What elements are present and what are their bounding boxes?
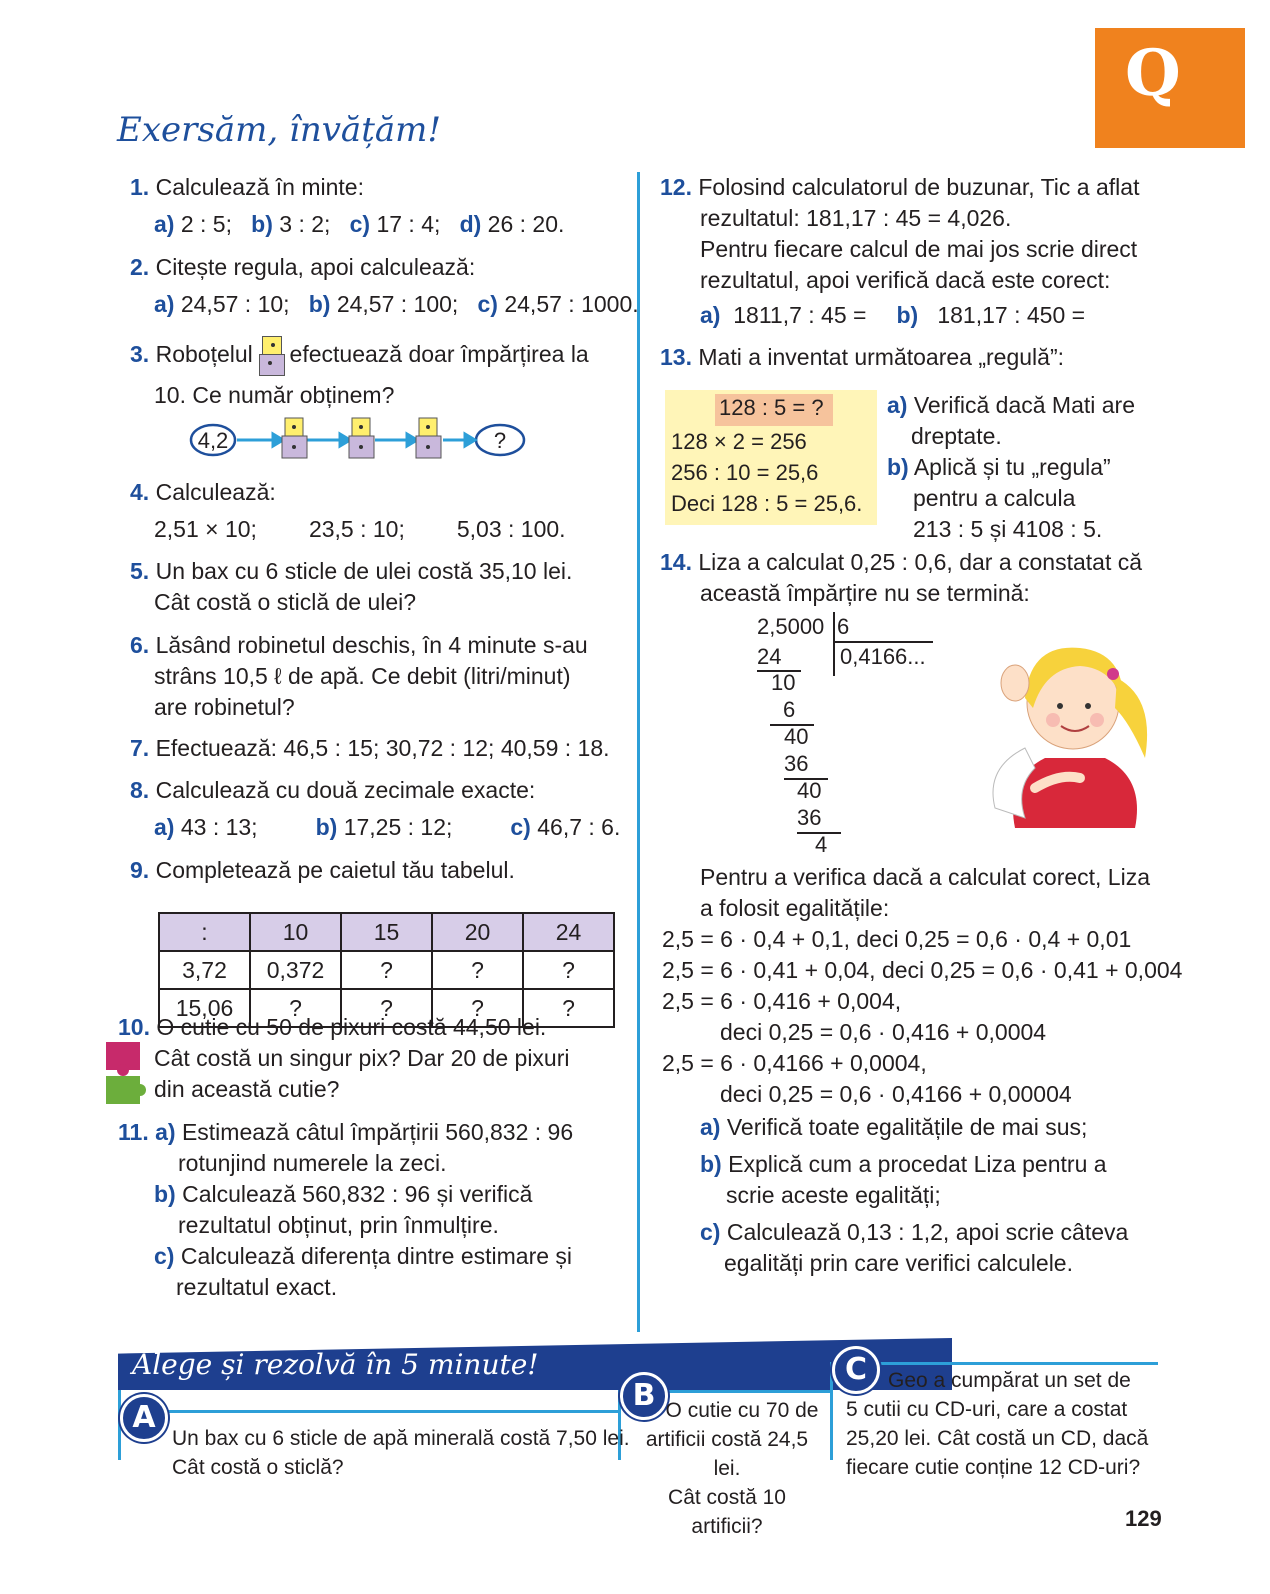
option-line: fiecare cutie conține 12 CD-uri? bbox=[846, 1456, 1141, 1479]
robot-chain-diagram bbox=[185, 415, 530, 465]
option-line: artificii costă 24,5 lei. bbox=[645, 1428, 809, 1480]
ex-text: Verifică dacă Mati are bbox=[913, 392, 1136, 418]
ex2-b: 24,57 : 100; bbox=[336, 291, 459, 317]
table-cell: ? bbox=[341, 951, 432, 989]
table-cell: 15,06 bbox=[159, 989, 250, 1027]
exercise-10 bbox=[118, 1012, 570, 1105]
ex-text: Efectuează: 46,5 : 15; 30,72 : 12; 40,59 : 18. bbox=[155, 735, 610, 761]
ex-text: Cât costă un singur pix? Dar 20 de pixuri bbox=[154, 1045, 570, 1071]
table-cell: 3,72 bbox=[159, 951, 250, 989]
robot-icon bbox=[349, 418, 374, 458]
exercise-5 bbox=[130, 556, 572, 618]
dividend: 2,5000 bbox=[757, 614, 825, 639]
ex8-b: 17,25 : 12; bbox=[343, 814, 453, 840]
ex-text: 213 : 5 și 4108 : 5. bbox=[913, 516, 1103, 542]
option-line: Geo a cumpărat un set de bbox=[888, 1369, 1131, 1392]
ex-text: Completează pe caietul tău tabelul. bbox=[155, 857, 515, 883]
exercise-14-check-intro bbox=[700, 862, 1150, 924]
division-step: 40 bbox=[797, 778, 822, 803]
ex-text: Calculează: bbox=[155, 479, 276, 505]
equality: 2,5 = 6 · 0,4166 + 0,0004, bbox=[662, 1050, 927, 1076]
ex1-d: 26 : 20. bbox=[487, 211, 565, 237]
bottom-title: Alege și rezolvă în 5 minute! bbox=[132, 1348, 539, 1381]
ex-text: O cutie cu 50 de pixuri costă 44,50 lei. bbox=[156, 1014, 547, 1040]
option-a-badge: A bbox=[120, 1394, 168, 1442]
ex2-a: 24,57 : 10; bbox=[180, 291, 290, 317]
equality: deci 0,25 = 0,6 · 0,416 + 0,0004 bbox=[720, 1019, 1047, 1045]
frame-line bbox=[158, 1410, 618, 1413]
ex-text: Explică cum a procedat Liza pentru a bbox=[728, 1151, 1107, 1177]
table-cell: ? bbox=[523, 989, 614, 1027]
ex-text: Roboțelul bbox=[155, 341, 253, 368]
ex-text: Calculează în minte: bbox=[155, 174, 364, 200]
ex-text: pentru a calcula bbox=[913, 485, 1076, 511]
exercise-2: 2. Citește regula, apoi calculează: a) 24,57 : 10; b) 24,57 : 100; c) 24,57 : 1000. bbox=[130, 254, 639, 317]
chain-end-value: ? bbox=[493, 428, 507, 453]
frame-line bbox=[660, 1390, 830, 1393]
frame-line bbox=[868, 1362, 1158, 1365]
ex-number: 6. bbox=[130, 632, 150, 658]
option-line: 25,20 lei. Cât costă un CD, dacă bbox=[846, 1427, 1149, 1450]
ex-number: 9. bbox=[130, 857, 150, 883]
ex-text: rezultatul exact. bbox=[176, 1274, 338, 1300]
option-b-badge: B bbox=[620, 1372, 668, 1420]
ex-text: Un bax cu 6 sticle de ulei costă 35,10 lei. bbox=[155, 558, 573, 584]
ex8-c: 46,7 : 6. bbox=[537, 814, 621, 840]
division-table bbox=[158, 912, 615, 1028]
chain-start-value: 4,2 bbox=[197, 428, 229, 453]
ex-text: rezultatul obținut, prin înmulțire. bbox=[178, 1212, 499, 1238]
ex-number: 7. bbox=[130, 735, 150, 761]
equality: 2,5 = 6 · 0,416 + 0,004, bbox=[662, 988, 902, 1014]
rule-line: 256 : 10 = 25,6 bbox=[671, 460, 819, 485]
table-cell: 15 bbox=[341, 913, 432, 951]
ex8-a: 43 : 13; bbox=[180, 814, 258, 840]
rule-line: 128 : 5 = ? bbox=[719, 395, 824, 420]
table-cell: ? bbox=[523, 951, 614, 989]
exercise-14-tasks: a) Verifică toate egalitățile de mai sus; b) Explică cum a procedat Liza pentru a scrie aceste egalități; c) Calculează 0,13 : 1,2, apoi scrie câteva egalități prin care verifici calculele. bbox=[700, 1112, 1128, 1279]
option-line: 5 cutii cu CD-uri, care a costat bbox=[846, 1398, 1128, 1421]
ex-text: efectuează doar împărțirea la bbox=[289, 341, 589, 368]
robot-icon bbox=[282, 418, 307, 458]
ex-text: Estimează câtul împărțirii 560,832 : 96 bbox=[181, 1119, 574, 1145]
exercise-11: 11. a) Estimează câtul împărțirii 560,832 : 96 rotunjind numerele la zeci. b) Calculează 560,832 : 96 și verifică rezultatul obținut, prin înmulțire. c) Calculează diferența dintre estimare și rezultatul exact. bbox=[118, 1117, 573, 1303]
ex-text: strâns 10,5 ℓ de apă. Ce debit (litri/minut) bbox=[154, 663, 571, 689]
ex-number: 3. bbox=[130, 341, 150, 368]
ex1-c: 17 : 4; bbox=[376, 211, 441, 237]
division-step: 4 bbox=[815, 832, 828, 857]
table-cell: 0,372 bbox=[250, 951, 341, 989]
table-cell: 24 bbox=[523, 913, 614, 951]
table-cell: 20 bbox=[432, 913, 523, 951]
division-step: 40 bbox=[784, 724, 809, 749]
option-line: Cât costă 10 artificii? bbox=[668, 1486, 786, 1538]
ex1-b: 3 : 2; bbox=[279, 211, 331, 237]
option-line: O cutie cu 70 de bbox=[665, 1399, 819, 1422]
exercise-13-questions: a) Verifică dacă Mati are dreptate. b) Aplică și tu „regula” pentru a calcula 213 : 5 și 4108 : 5. bbox=[887, 390, 1135, 545]
ex-text: Pentru fiecare calcul de mai jos scrie direct bbox=[700, 236, 1138, 262]
option-line: Un bax cu 6 sticle de apă minerală costă 7,50 lei. bbox=[172, 1427, 630, 1450]
exercise-3 bbox=[130, 336, 589, 411]
ex-text: Aplică și tu „regula” bbox=[913, 454, 1111, 480]
exercise-13 bbox=[660, 342, 1064, 373]
option-a-text bbox=[172, 1424, 630, 1482]
exercise-9 bbox=[130, 855, 515, 886]
section-tag-letter: Q bbox=[1125, 36, 1181, 111]
ex-text: rezultatul, apoi verifică dacă este corect: bbox=[700, 267, 1111, 293]
puzzle-icon bbox=[104, 1040, 146, 1108]
ex-number: 12. bbox=[660, 174, 692, 200]
option-b-text bbox=[632, 1396, 822, 1541]
page-number: 129 bbox=[1125, 1506, 1162, 1531]
equalities bbox=[662, 924, 1182, 1110]
ex4-item: 23,5 : 10; bbox=[308, 516, 405, 542]
girl-illustration bbox=[985, 628, 1155, 828]
ex-text: are robinetul? bbox=[154, 694, 295, 720]
ex-text: Calculează cu două zecimale exacte: bbox=[155, 777, 536, 803]
divisor: 6 bbox=[837, 614, 850, 639]
ex-number: 2. bbox=[130, 254, 150, 280]
ex-text: scrie aceste egalități; bbox=[726, 1182, 941, 1208]
exercise-7 bbox=[130, 733, 610, 764]
option-c-badge: C bbox=[832, 1346, 880, 1394]
table-cell: ? bbox=[341, 989, 432, 1027]
equality: 2,5 = 6 · 0,4 + 0,1, deci 0,25 = 0,6 · 0,4 + 0,01 bbox=[662, 926, 1132, 952]
ex-text: 10. Ce număr obținem? bbox=[154, 382, 395, 408]
ex-text: Cât costă o sticlă de ulei? bbox=[154, 589, 417, 615]
table-cell: : bbox=[159, 913, 250, 951]
robot-icon bbox=[259, 336, 283, 376]
equality: 2,5 = 6 · 0,41 + 0,04, deci 0,25 = 0,6 · 0,41 + 0,004 bbox=[662, 957, 1183, 983]
table-cell: ? bbox=[250, 989, 341, 1027]
table-cell: ? bbox=[432, 951, 523, 989]
exercise-4 bbox=[130, 477, 566, 545]
ex-text: Mati a inventat următoarea „regulă”: bbox=[698, 344, 1064, 370]
ex-text: Verifică toate egalitățile de mai sus; bbox=[726, 1114, 1088, 1140]
ex-text: din această cutie? bbox=[154, 1076, 340, 1102]
ex-text: rotunjind numerele la zeci. bbox=[178, 1150, 447, 1176]
division-step: 6 bbox=[783, 697, 796, 722]
exercise-14 bbox=[660, 547, 1142, 609]
ex-number: 8. bbox=[130, 777, 150, 803]
rule-line: 128 × 2 = 256 bbox=[671, 429, 807, 454]
quotient: 0,4166... bbox=[840, 644, 926, 669]
ex12-b: 181,17 : 450 = bbox=[937, 302, 1086, 328]
exercise-6 bbox=[130, 630, 588, 723]
page-title: Exersăm, învățăm! bbox=[117, 110, 442, 150]
ex-text: dreptate. bbox=[911, 423, 1002, 449]
ex2-c: 24,57 : 1000. bbox=[504, 291, 639, 317]
ex-text: egalități prin care verifici calculele. bbox=[724, 1250, 1073, 1276]
ex4-item: 2,51 × 10; bbox=[154, 516, 257, 542]
ex-number: 4. bbox=[130, 479, 150, 505]
exercise-12: 12. Folosind calculatorul de buzunar, Tic a aflat rezultatul: 181,17 : 45 = 4,026. Pentru fiecare calcul de mai jos scrie direct rezultatul, apoi verifică dacă este corect: a) 1811,7 : 45 = b) 181,17 : 450 = bbox=[660, 174, 1140, 328]
ex-text: Calculează 0,13 : 1,2, apoi scrie câteva bbox=[726, 1219, 1129, 1245]
exercise-1: 1. Calculează în minte: a) 2 : 5; b) 3 : 2; c) 17 : 4; d) 26 : 20. bbox=[130, 174, 565, 237]
ex-text: Folosind calculatorul de buzunar, Tic a aflat bbox=[698, 174, 1140, 200]
ex-text: Pentru a verifica dacă a calculat corect, Liza bbox=[700, 864, 1151, 890]
ex1-a: 2 : 5; bbox=[180, 211, 232, 237]
division-step: 10 bbox=[771, 670, 796, 695]
division-step: 24 bbox=[757, 644, 782, 669]
equality: deci 0,25 = 0,6 · 0,4166 + 0,00004 bbox=[720, 1081, 1072, 1107]
ex-text: Lăsând robinetul deschis, în 4 minute s-au bbox=[155, 632, 588, 658]
section-tag bbox=[1095, 28, 1245, 148]
column-divider bbox=[637, 172, 640, 1332]
ex-text: Calculează diferența dintre estimare și bbox=[180, 1243, 573, 1269]
exercise-8: 8. Calculează cu două zecimale exacte: a) 43 : 13; b) 17,25 : 12; c) 46,7 : 6. bbox=[130, 777, 621, 840]
robot-icon bbox=[416, 418, 441, 458]
ex-number: 10. bbox=[118, 1014, 150, 1040]
ex-number: 14. bbox=[660, 549, 692, 575]
ex-text: Calculează 560,832 : 96 și verifică bbox=[182, 1181, 533, 1207]
option-line: Cât costă o sticlă? bbox=[172, 1456, 344, 1479]
ex-text: această împărțire nu se termină: bbox=[700, 580, 1030, 606]
rule-line: Deci 128 : 5 = 25,6. bbox=[671, 491, 863, 516]
table-cell: ? bbox=[432, 989, 523, 1027]
ex12-a: 1811,7 : 45 = bbox=[733, 302, 867, 328]
ex-text: rezultatul: 181,17 : 45 = 4,026. bbox=[700, 205, 1012, 231]
option-c-text bbox=[846, 1366, 1148, 1482]
ex-text: Liza a calculat 0,25 : 0,6, dar a constatat că bbox=[698, 549, 1143, 575]
ex-number: 1. bbox=[130, 174, 150, 200]
ex-text: a folosit egalitățile: bbox=[700, 895, 890, 921]
rule-box bbox=[665, 390, 877, 525]
division-step: 36 bbox=[797, 805, 822, 830]
ex-text: Citește regula, apoi calculează: bbox=[155, 254, 476, 280]
division-step: 36 bbox=[784, 751, 809, 776]
ex4-item: 5,03 : 100. bbox=[456, 516, 566, 542]
table-cell: 10 bbox=[250, 913, 341, 951]
ex-number: 5. bbox=[130, 558, 150, 584]
ex-number: 13. bbox=[660, 344, 692, 370]
ex-number: 11. bbox=[118, 1119, 149, 1145]
